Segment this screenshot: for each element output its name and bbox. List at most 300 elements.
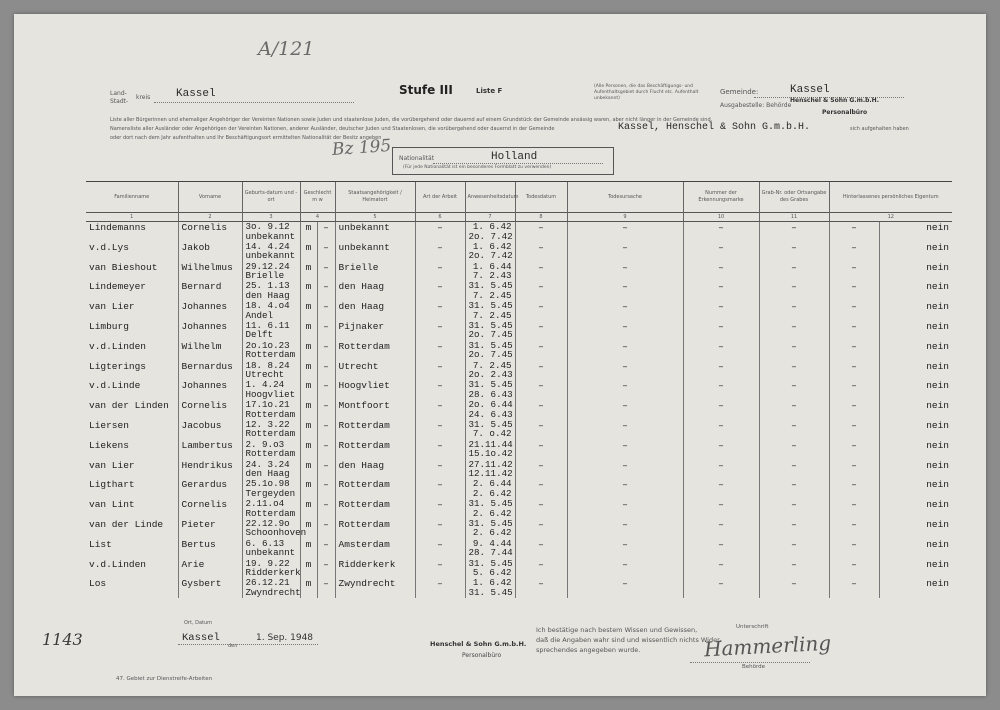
born-cell xyxy=(242,262,300,282)
erkennungsmarke-cell: – xyxy=(683,578,759,598)
birth-date: 26.12.21 xyxy=(245,577,290,589)
anwesenheit-to: 2o. 7.45 xyxy=(468,349,513,361)
sex-m-cell: m xyxy=(300,479,317,499)
born-cell xyxy=(242,242,300,262)
anwesenheit-cell xyxy=(465,242,515,262)
anwesenheit-from: 31. 5.45 xyxy=(468,557,513,569)
sex-w-cell: – xyxy=(317,460,335,480)
col-heimatort: Staatsangehörigkeit / Heimatort xyxy=(335,182,415,213)
erkennungsmarke-cell: – xyxy=(683,440,759,460)
sex-m-cell: m xyxy=(300,380,317,400)
vorname-cell: Pieter xyxy=(178,519,242,539)
vorname-cell: Cornelis xyxy=(178,400,242,420)
sex-w-cell: – xyxy=(317,361,335,381)
anwesenheit-to: 12.11.42 xyxy=(468,468,513,480)
grab-cell: – xyxy=(759,499,829,519)
eigentum-cell: nein xyxy=(879,559,952,579)
arbeit-cell: – xyxy=(415,301,465,321)
birth-date: 29.12.24 xyxy=(245,260,290,272)
eigentum-a-cell: – xyxy=(829,222,879,242)
anwesenheit-cell xyxy=(465,361,515,381)
grab-cell: – xyxy=(759,400,829,420)
anwesenheit-from: 2o. 6.44 xyxy=(468,399,513,411)
ausgabestelle-sub: Personalbüro xyxy=(822,109,868,116)
todesursache-cell: – xyxy=(567,539,683,559)
erkennungsmarke-cell: – xyxy=(683,479,759,499)
gemeinde-note: (Alle Personen, die das Beschäftigungs- und Aufenthaltsgebiet durch Flucht etc. Aufenthalt unbekannt) xyxy=(594,84,699,101)
todesdatum-cell: – xyxy=(515,559,567,579)
eigentum-cell: nein xyxy=(879,519,952,539)
todesdatum-cell: – xyxy=(515,460,567,480)
erkennungsmarke-cell: – xyxy=(683,519,759,539)
table-row xyxy=(86,321,952,341)
anwesenheit-from: 31. 5.45 xyxy=(468,319,513,331)
eigentum-cell: nein xyxy=(879,361,952,381)
colnum-1: 1 xyxy=(86,213,178,222)
anwesenheit-cell xyxy=(465,479,515,499)
vorname-cell: Bertus xyxy=(178,539,242,559)
sex-w-cell: – xyxy=(317,519,335,539)
table-row xyxy=(86,460,952,480)
gemeinde-label: Gemeinde: xyxy=(720,88,759,96)
birth-date: 3o. 9.12 xyxy=(245,221,290,232)
sex-m-cell: m xyxy=(300,361,317,381)
sex-w-cell: – xyxy=(317,321,335,341)
birth-date: 2.11.o4 xyxy=(245,498,285,510)
birth-place: Rotterdam xyxy=(245,448,296,460)
sex-m-cell: m xyxy=(300,341,317,361)
todesursache-cell: – xyxy=(567,281,683,301)
eigentum-cell: nein xyxy=(879,301,952,321)
nationality-box xyxy=(392,147,614,175)
sex-w-cell: – xyxy=(317,242,335,262)
arbeit-cell: – xyxy=(415,578,465,598)
erkennungsmarke-cell: – xyxy=(683,222,759,242)
erkennungsmarke-cell: – xyxy=(683,539,759,559)
birth-place: unbekannt xyxy=(245,250,296,262)
intro-line-2-end: sich aufgehalten haben xyxy=(850,126,909,132)
intro-line-1: Liste aller Bürgerinnen und ehemaliger Angehöriger der Vereinten Nationen sowie Juden und staatenlose Juden, die vorübergehend oder dauernd auf einem Grundstück der Gemeinde ansässig waren, aber nicht länger in der Gemeinde sind. xyxy=(110,117,713,123)
eigentum-cell: nein xyxy=(879,262,952,282)
todesursache-cell: – xyxy=(567,222,683,242)
anwesenheit-from: 27.11.42 xyxy=(468,458,513,470)
sex-w-cell: – xyxy=(317,301,335,321)
grab-cell: – xyxy=(759,440,829,460)
todesursache-cell: – xyxy=(567,499,683,519)
birth-date: 1. 4.24 xyxy=(245,379,285,391)
name-cell: van Lint xyxy=(89,499,135,511)
eigentum-a-cell: – xyxy=(829,301,879,321)
anwesenheit-from: 31. 5.45 xyxy=(468,379,513,391)
eigentum-cell: nein xyxy=(879,321,952,341)
colnum-9: 9 xyxy=(567,213,683,222)
vorname-cell: Jakob xyxy=(178,242,242,262)
eigentum-cell: nein xyxy=(879,222,952,242)
arbeit-cell: – xyxy=(415,499,465,519)
anwesenheit-to: 7. 2.43 xyxy=(472,270,512,282)
col-todesursache: Todesursache xyxy=(567,182,683,213)
arbeit-cell: – xyxy=(415,281,465,301)
erkennungsmarke-cell: – xyxy=(683,460,759,480)
todesursache-cell: – xyxy=(567,242,683,262)
eigentum-a-cell: – xyxy=(829,380,879,400)
table-row xyxy=(86,380,952,400)
sex-w-cell: – xyxy=(317,559,335,579)
anwesenheit-to: 24. 6.43 xyxy=(468,408,513,420)
anwesenheit-cell xyxy=(465,380,515,400)
table-row xyxy=(86,559,952,579)
anwesenheit-to: 31. 5.45 xyxy=(468,586,513,598)
anwesenheit-to: 2. 6.42 xyxy=(472,507,512,519)
anwesenheit-from: 1. 6.42 xyxy=(472,240,512,252)
col-vorname: Vorname xyxy=(178,182,242,213)
todesdatum-cell: – xyxy=(515,262,567,282)
eigentum-cell: nein xyxy=(879,281,952,301)
behoerde-label: Behörde xyxy=(742,664,766,670)
vorname-cell: Bernard xyxy=(178,281,242,301)
birth-date: 22.12.9o xyxy=(245,517,290,529)
vorname-cell: Cornelis xyxy=(178,499,242,519)
heimat-cell: den Haag xyxy=(335,301,415,321)
kreis-suffix: kreis xyxy=(136,94,151,101)
eigentum-cell: nein xyxy=(879,460,952,480)
heimat-cell: Amsterdam xyxy=(335,539,415,559)
anwesenheit-from: 7. 2.45 xyxy=(472,359,512,371)
eigentum-a-cell: – xyxy=(829,400,879,420)
anwesenheit-to: 7. 2.45 xyxy=(472,289,512,301)
todesursache-cell: – xyxy=(567,559,683,579)
arbeit-cell: – xyxy=(415,460,465,480)
todesursache-cell: – xyxy=(567,479,683,499)
todesdatum-cell: – xyxy=(515,341,567,361)
sex-m-cell: m xyxy=(300,440,317,460)
birth-place: Andel xyxy=(245,309,274,321)
born-cell xyxy=(242,400,300,420)
name-cell: van der Linden xyxy=(89,400,169,412)
company-stamp: Henschel & Sohn G.m.b.H. xyxy=(430,640,527,648)
eigentum-a-cell: – xyxy=(829,499,879,519)
anwesenheit-to: 5. 6.42 xyxy=(472,567,512,579)
vorname-cell: Arie xyxy=(178,559,242,579)
eigentum-cell: nein xyxy=(879,242,952,262)
birth-date: 25.1o.98 xyxy=(245,478,290,490)
grab-cell: – xyxy=(759,559,829,579)
eigentum-a-cell: – xyxy=(829,361,879,381)
grab-cell: – xyxy=(759,460,829,480)
todesdatum-cell: – xyxy=(515,361,567,381)
anwesenheit-cell xyxy=(465,321,515,341)
anwesenheit-cell xyxy=(465,559,515,579)
anwesenheit-cell xyxy=(465,222,515,242)
eigentum-a-cell: – xyxy=(829,321,879,341)
col-eigentum: Hinterlassenes persönliches Eigentum xyxy=(829,182,952,213)
anwesenheit-cell xyxy=(465,262,515,282)
sex-w-cell: – xyxy=(317,499,335,519)
todesursache-cell: – xyxy=(567,341,683,361)
erkennungsmarke-cell: – xyxy=(683,321,759,341)
sex-w-cell: – xyxy=(317,420,335,440)
born-cell xyxy=(242,559,300,579)
name-cell: van der Linde xyxy=(89,518,164,530)
arbeit-cell: – xyxy=(415,361,465,381)
sex-m-cell: m xyxy=(300,301,317,321)
eigentum-a-cell: – xyxy=(829,420,879,440)
anwesenheit-to: 2o. 7.42 xyxy=(468,230,513,242)
heimat-cell: Pijnaker xyxy=(335,321,415,341)
landkreis-label-top: Land- xyxy=(110,90,127,97)
erkennungsmarke-cell: – xyxy=(683,361,759,381)
name-cell: Lindemeyer xyxy=(89,281,147,293)
anwesenheit-cell xyxy=(465,539,515,559)
grab-cell: – xyxy=(759,380,829,400)
col-todesdatum: Todesdatum xyxy=(515,182,567,213)
arbeit-cell: – xyxy=(415,519,465,539)
name-cell: Los xyxy=(89,578,107,590)
archive-number: A/121 xyxy=(258,38,315,60)
sex-w-cell: – xyxy=(317,400,335,420)
anwesenheit-from: 21.11.44 xyxy=(468,438,513,450)
todesursache-cell: – xyxy=(567,262,683,282)
grab-cell: – xyxy=(759,479,829,499)
name-cell: v.d.Lys xyxy=(89,241,129,253)
anwesenheit-to: 2o. 2.43 xyxy=(468,369,513,381)
sex-m-cell: m xyxy=(300,559,317,579)
birth-date: 11. 6.11 xyxy=(245,319,290,331)
name-cell: van Lier xyxy=(89,459,135,471)
todesdatum-cell: – xyxy=(515,281,567,301)
name-cell: List xyxy=(89,538,112,550)
todesdatum-cell: – xyxy=(515,479,567,499)
colnum-7: 7 xyxy=(465,213,515,222)
colnum-12: 12 xyxy=(829,213,952,222)
eigentum-a-cell: – xyxy=(829,578,879,598)
anwesenheit-from: 31. 5.45 xyxy=(468,300,513,312)
nationality-note: (Für jede Nationalität ist ein besonderes Formblatt zu verwenden) xyxy=(403,165,552,170)
todesdatum-cell: – xyxy=(515,301,567,321)
table-row xyxy=(86,420,952,440)
sex-m-cell: m xyxy=(300,281,317,301)
ausgabestelle-value: Henschel & Sohn G.m.b.H. xyxy=(790,97,879,104)
heimat-cell: unbekannt xyxy=(335,222,415,242)
birth-date: 17.1o.21 xyxy=(245,399,290,411)
birth-date: 18. 4.o4 xyxy=(245,300,290,312)
grab-cell: – xyxy=(759,539,829,559)
birth-date: 25. 1.13 xyxy=(245,280,290,292)
birth-date: 18. 8.24 xyxy=(245,359,290,371)
table-row xyxy=(86,242,952,262)
sex-m-cell: m xyxy=(300,539,317,559)
vorname-cell: Hendrikus xyxy=(178,460,242,480)
eigentum-a-cell: – xyxy=(829,242,879,262)
intro-line-2: Namensliste aller Ausländer oder Angehörigen der Vereinten Nationen, anderer Ausländer, deutscher Juden und Staatenlosen, die vorübergehend oder dauernd in der Gemeinde xyxy=(110,126,555,132)
eigentum-a-cell: – xyxy=(829,440,879,460)
arbeit-cell: – xyxy=(415,479,465,499)
grab-cell: – xyxy=(759,361,829,381)
born-cell xyxy=(242,301,300,321)
ausgabestelle-label: Ausgabestelle: Behörde xyxy=(720,102,792,109)
birth-place: Tergeyden xyxy=(245,487,296,499)
colnum-3: 3 xyxy=(242,213,300,222)
reference-mark: Bz 195 xyxy=(331,135,392,161)
born-cell xyxy=(242,361,300,381)
name-cell: Ligthart xyxy=(89,479,135,491)
heimat-cell: Rotterdam xyxy=(335,479,415,499)
sex-w-cell: – xyxy=(317,479,335,499)
born-cell xyxy=(242,321,300,341)
born-cell xyxy=(242,517,307,539)
todesdatum-cell: – xyxy=(515,499,567,519)
sex-w-cell: – xyxy=(317,440,335,460)
eigentum-cell: nein xyxy=(879,479,952,499)
birth-place: Schoonhoven xyxy=(245,527,307,539)
heimat-cell: Zwyndrecht xyxy=(335,578,415,598)
sex-m-cell: m xyxy=(300,400,317,420)
name-cell: Liekens xyxy=(89,439,129,451)
arbeit-cell: – xyxy=(415,559,465,579)
heimat-cell: Ridderkerk xyxy=(335,559,415,579)
printer-note: 47. Gebiet zur Dienstreife-Arbeiten xyxy=(116,676,213,682)
table-row xyxy=(86,341,952,361)
colnum-5: 5 xyxy=(335,213,415,222)
birth-place: den Haag xyxy=(245,468,290,480)
col-grab: Grab-Nr. oder Ortsangabe des Grabes xyxy=(759,182,829,213)
grab-cell: – xyxy=(759,222,829,242)
sex-m-cell: m xyxy=(300,262,317,282)
todesursache-cell: – xyxy=(567,440,683,460)
stufe-title: Stufe III xyxy=(399,83,453,97)
vorname-cell: Jacobus xyxy=(178,420,242,440)
ort-value: Kassel xyxy=(182,632,220,644)
sex-m-cell: m xyxy=(300,242,317,262)
grab-cell: – xyxy=(759,281,829,301)
anwesenheit-from: 1. 6.42 xyxy=(472,577,512,589)
anwesenheit-cell xyxy=(465,420,515,440)
todesursache-cell: – xyxy=(567,380,683,400)
nationality-value: Holland xyxy=(491,151,538,163)
birth-place: Brielle xyxy=(245,270,285,282)
sex-w-cell: – xyxy=(317,380,335,400)
eigentum-a-cell: – xyxy=(829,262,879,282)
vorname-cell: Gysbert xyxy=(178,578,242,598)
grab-cell: – xyxy=(759,321,829,341)
arbeit-cell: – xyxy=(415,400,465,420)
todesursache-cell: – xyxy=(567,400,683,420)
birth-place: Ridderkerk xyxy=(245,567,301,579)
todesursache-cell: – xyxy=(567,301,683,321)
sex-w-cell: – xyxy=(317,578,335,598)
heimat-cell: Rotterdam xyxy=(335,440,415,460)
arbeit-cell: – xyxy=(415,380,465,400)
born-cell xyxy=(242,380,300,400)
todesdatum-cell: – xyxy=(515,242,567,262)
todesdatum-cell: – xyxy=(515,420,567,440)
birth-place: Delft xyxy=(245,329,274,341)
erkennungsmarke-cell: – xyxy=(683,559,759,579)
birth-date: 24. 3.24 xyxy=(245,458,290,470)
todesursache-cell: – xyxy=(567,519,683,539)
anwesenheit-from: 31. 5.45 xyxy=(468,280,513,292)
name-cell: Ligterings xyxy=(89,360,147,372)
attest-line-1: Ich bestätige nach bestem Wissen und Gewissen, xyxy=(536,626,698,634)
heimat-cell: Utrecht xyxy=(335,361,415,381)
colnum-8: 8 xyxy=(515,213,567,222)
table-row xyxy=(86,519,952,539)
todesdatum-cell: – xyxy=(515,380,567,400)
birth-place: unbekannt xyxy=(245,547,296,559)
eigentum-cell: nein xyxy=(879,341,952,361)
birth-place: Rotterdam xyxy=(245,408,296,420)
arbeit-cell: – xyxy=(415,341,465,361)
heimat-cell: Rotterdam xyxy=(335,341,415,361)
erkennungsmarke-cell: – xyxy=(683,341,759,361)
born-cell xyxy=(242,420,300,440)
name-cell: v.d.Linden xyxy=(89,340,147,352)
erkennungsmarke-cell: – xyxy=(683,281,759,301)
birth-place: Rotterdam xyxy=(245,507,296,519)
sex-m-cell: m xyxy=(300,499,317,519)
vorname-cell: Cornelis xyxy=(178,222,242,242)
eigentum-a-cell: – xyxy=(829,341,879,361)
todesdatum-cell: – xyxy=(515,578,567,598)
name-cell: v.d.Linde xyxy=(89,380,141,392)
heimat-cell: den Haag xyxy=(335,460,415,480)
arbeit-cell: – xyxy=(415,420,465,440)
todesdatum-cell: – xyxy=(515,321,567,341)
heimat-cell: Rotterdam xyxy=(335,519,415,539)
liste-label: Liste F xyxy=(476,87,503,95)
landkreis-label-bottom: Stadt- xyxy=(110,98,129,105)
erkennungsmarke-cell: – xyxy=(683,301,759,321)
colnum-4: 4 xyxy=(300,213,335,222)
birth-place: Rotterdam xyxy=(245,428,296,440)
intro-line-3: oder dort nach dem Jahr aufenthalten und Ihr Beschäftigungsort ermittelten Nationalität der Besitz angeben xyxy=(110,135,382,141)
anwesenheit-to: 7. o.42 xyxy=(472,428,512,440)
attest-line-3: sprechendes angegeben wurde. xyxy=(536,646,641,654)
birth-place: Rotterdam xyxy=(245,349,296,361)
anwesenheit-to: 28. 6.43 xyxy=(468,388,513,400)
name-cell: v.d.Linden xyxy=(89,558,147,570)
arbeit-cell: – xyxy=(415,440,465,460)
eigentum-a-cell: – xyxy=(829,460,879,480)
anwesenheit-from: 9. 4.44 xyxy=(472,537,512,549)
birth-place: Zwyndrecht xyxy=(245,586,301,598)
den-label: den xyxy=(228,643,238,649)
born-cell xyxy=(242,499,300,519)
anwesenheit-cell xyxy=(465,460,515,480)
anwesenheit-from: 31. 5.45 xyxy=(468,517,513,529)
sex-m-cell: m xyxy=(300,420,317,440)
table-row xyxy=(86,400,952,420)
sex-w-cell: – xyxy=(317,341,335,361)
born-cell xyxy=(242,341,300,361)
signature: Hammerling xyxy=(703,630,832,662)
vorname-cell: Johannes xyxy=(178,321,242,341)
vorname-cell: Wilhelmus xyxy=(178,262,242,282)
grab-cell: – xyxy=(759,420,829,440)
todesursache-cell: – xyxy=(567,321,683,341)
eigentum-a-cell: – xyxy=(829,539,879,559)
born-cell xyxy=(242,281,300,301)
vorname-cell: Johannes xyxy=(178,301,242,321)
col-erkennungsmarke: Nummer der Erkennungsmarke xyxy=(683,182,759,213)
arbeit-cell: – xyxy=(415,242,465,262)
vorname-cell: Bernardus xyxy=(178,361,242,381)
todesdatum-cell: – xyxy=(515,440,567,460)
anwesenheit-to: 7. 2.45 xyxy=(472,309,512,321)
colnum-11: 11 xyxy=(759,213,829,222)
born-cell xyxy=(242,539,300,559)
todesdatum-cell: – xyxy=(515,222,567,242)
